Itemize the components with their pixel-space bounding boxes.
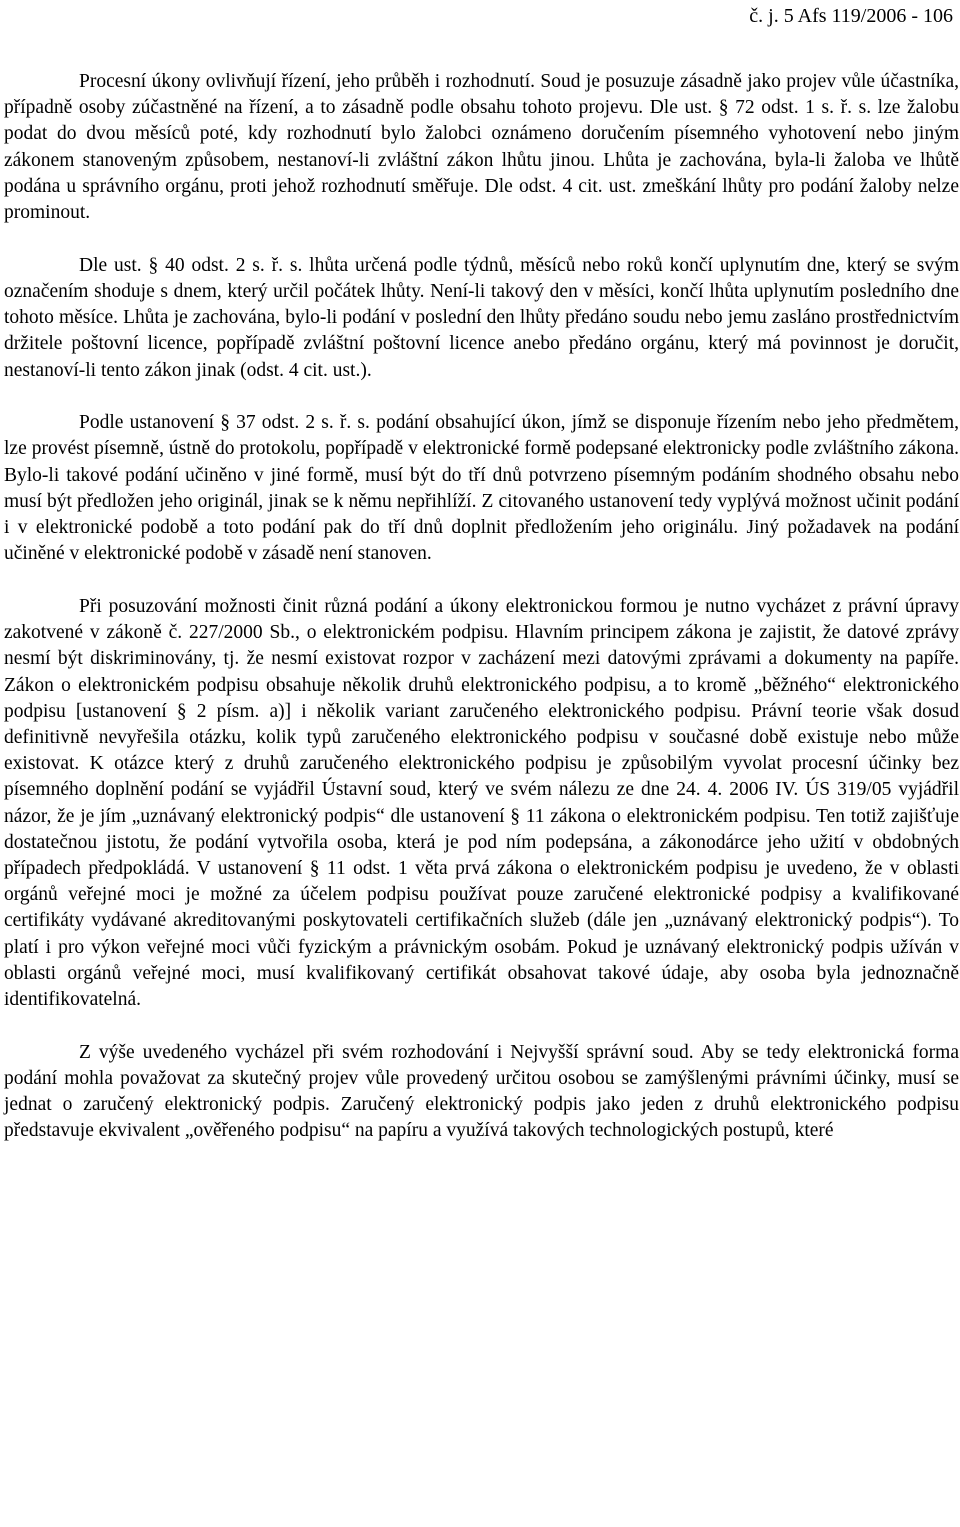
document-body xyxy=(4,69,959,1145)
paragraph-electronic-filing: Podle ustanovení § 37 odst. 2 s. ř. s. podání obsahující úkon, jímž se disponuje řízením nebo jeho předmětem, lze provést písemně, ústně do protokolu, popřípadě v elektronické formě podepsané elektronicky podle zvláštního zákona. Bylo-li takové podání učiněno v jiné formě, musí být do tří dnů potvrzeno písemným podáním shodného obsahu nebo musí být předložen jeho originál, jinak se k němu nepřihlíží. Z citovaného ustanovení tedy vyplývá možnost učinit podání i v elektronické podobě a toto podání pak do tří dnů doplnit předložením jeho originálu. Jiný požadavek na podání učiněné v elektronické podobě v zásadě není stanoven. xyxy=(4,412,959,565)
case-number-header: č. j. 5 Afs 119/2006 - 106 xyxy=(749,5,953,27)
paragraph-time-limits: Dle ust. § 40 odst. 2 s. ř. s. lhůta určená podle týdnů, měsíců nebo roků končí uplynutím dne, který se svým označením shoduje s dnem, který určil počátek lhůty. Není-li takový den v měsíci, končí lhůta uplynutím posledního dne tohoto měsíce. Lhůta je zachována, bylo-li podání v poslední den lhůty předáno soudu nebo jemu zasláno prostřednictvím držitele poštovní licence, popřípadě zvláštní poštovní licence anebo předáno orgánu, který má povinnost je doručit, nestanoví-li tento zákon jinak (odst. 4 cit. ust.). xyxy=(4,254,959,381)
paragraph-court-conclusion: Z výše uvedeného vycházel při svém rozhodování i Nejvyšší správní soud. Aby se tedy elektronická forma podání mohla považovat za skutečný projev vůle provedený určitou osobou se zamýšlenými právními účinky, musí se jednat o zaručený elektronický podpis. Zaručený elektronický podpis jako jeden z druhů elektronického podpisu představuje ekvivalent „ověřeného podpisu“ na papíru a využívá takových technologických postupů, které xyxy=(4,1041,959,1142)
paragraph-procedural-acts: Procesní úkony ovlivňují řízení, jeho průběh i rozhodnutí. Soud je posuzuje zásadně jako projev vůle účastníka, případně osoby zúčastněné na řízení, a to zásadně podle obsahu tohoto projevu. Dle ust. § 72 odst. 1 s. ř. s. lze žalobu podat do dvou měsíců poté, kdy rozhodnutí bylo žalobci oznámeno doručením písemného vyhotovení nebo jiným zákonem stanoveným způsobem, nestanoví-li zvláštní zákon lhůtu jinou. Lhůta je zachována, byla-li žaloba ve lhůtě podána u správního orgánu, proti jehož rozhodnutí směřuje. Dle odst. 4 cit. ust. zmeškání lhůty pro podání žaloby nelze prominout. xyxy=(4,71,959,224)
paragraph-electronic-signature-law: Při posuzování možnosti činit různá podání a úkony elektronickou formou je nutno vycházet z právní úpravy zakotvené v zákoně č. 227/2000 Sb., o elektronickém podpisu. Hlavním principem zákona je zajistit, že datové zprávy nesmí být diskriminovány, tj. že nesmí existovat rozpor v zacházení mezi datovými zprávami a dokumenty na papíře. Zákon o elektronickém podpisu obsahuje několik druhů elektronického podpisu, a to kromě „běžného“ elektronického podpisu [ustanovení § 2 písm. a)] i několik variant zaručeného elektronického podpisu. Právní teorie však dosud definitivně nevyřešila otázku, kolik typů zaručeného elektronického podpisu v současné době existuje nebo může existovat. K otázce který z druhů zaručeného elektronického podpisu je způsobilým vyvolat procesní účinky bez písemného doplnění podání se vyjádřil Ústavní soud, který ve svém nálezu ze dne 24. 4. 2006 IV. ÚS 319/05 vyjádřil názor, že je jím „uznávaný elektronický podpis“ dle ustanovení § 11 zákona o elektronickém podpisu. Ten totiž zajišťuje dostatečnou jistotu, že podání vytvořila osoba, která je pod ním podepsána, a zákonodárce jeho užití v obdobných případech předpokládá. V ustanovení § 11 odst. 1 věta prvá zákona o elektronickém podpisu je uvedeno, že v oblasti orgánů veřejné moci je možné za účelem podpisu používat pouze zaručené elektronické podpisy a kvalifikované certifikáty vydávané akreditovanými poskytovateli certifikačních služeb (dále jen „uznávaný elektronický podpis“). To platí i pro výkon veřejné moci vůči fyzickým a právnickým osobám. Pokud je uznávaný elektronický podpis užíván v oblasti orgánů veřejné moci, musí kvalifikovaný certifikát obsahovat takové údaje, aby osoba byla jednoznačně identifikovatelná. xyxy=(4,595,959,1010)
